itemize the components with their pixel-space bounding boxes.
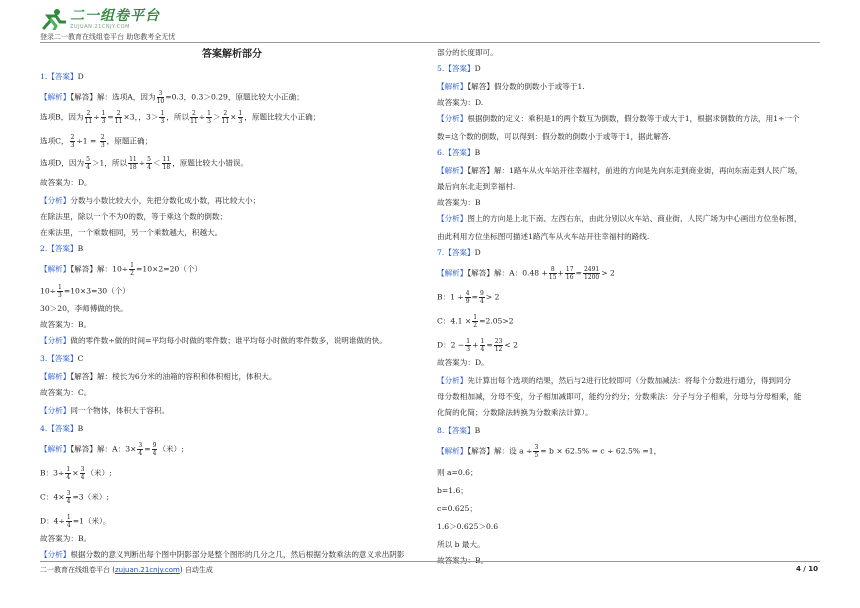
header-divider — [40, 42, 820, 43]
q5-analysis: 【分析】根据倒数的定义：乘积是1的两个数互为倒数，假分数等于或大于1，根据求倒数的方法，用1÷一个 — [437, 114, 800, 123]
header-tagline: 登录二一教育在线组卷平台 助您教考全无忧 — [40, 33, 176, 41]
page-title: 答案解析部分 — [202, 49, 262, 60]
q4-option-d: D：4÷ $\frac{1}{4}$ =1（米）。 — [40, 514, 111, 529]
q2-solution-line: 【解析】【解答】解：10÷ $\frac{1}{2}$ =10×2=20（个） — [40, 262, 203, 277]
q1-analysis: 【分析】分数与小数比较大小，先把分数化成小数，再比较大小； — [40, 196, 261, 205]
q8-solution-line: 【解析】【解答】解：设 a ÷ $\frac{3}{5}$ = b × 62.5% = c ÷ 62.5% =1， — [437, 444, 662, 459]
q4-option-b: B：3÷ $\frac{1}{4}$ × $\frac{3}{4}$ （米）; — [40, 466, 112, 481]
q1-option-c: 选项C， $\frac{2}{3}$ ÷1 = $\frac{2}{3}$ ，原题正确； — [40, 134, 153, 149]
footer-divider — [40, 561, 820, 562]
q6-conclusion: 故答案为：B — [437, 198, 481, 207]
q3-solution-line: 【解析】【解答】解：棱长为6分米的油箱的容积和体积相比，体积大。 — [40, 372, 277, 381]
q1-analysis-2: 在除法里，除以一个不为0的数，等于乘这个数的倒数； — [40, 212, 228, 221]
q6-analysis: 【分析】图上的方向是上北下南、左西右东，由此分别以火车站、商业街、人民广场为中心画出方位坐标图， — [437, 214, 802, 223]
q1-solution-line: 【解析】【解答】解：选项A，因为 $\frac{3}{10}$ =0.3，0.3＞0.29，原题比较大小正确； — [40, 90, 304, 105]
q3-analysis: 【分析】同一个物体，体积大于容积。 — [40, 406, 170, 415]
logo-name: 二一组卷平台 — [70, 7, 160, 24]
q1-option-d: 选项D，因为 $\frac{5}{4}$ ＞1，所以 $\frac{11}{18}$ ÷ $\frac{5}{4}$ ＜ $\frac{11}{18}$ ，原题比较大小错误。 — [40, 156, 249, 171]
q7-solution-line: 【解析】【解答】解：A：0.48 + $\frac{8}{15}$ + $\frac{17}{16}$ = $\frac{2491}{1200}$ > 2 — [437, 266, 615, 281]
q6-answer: 6.【答案】B — [437, 148, 481, 157]
q7-analysis-3: 化简的化简；分数除法转换为分数乘法计算）。 — [437, 408, 593, 417]
q8-conclusion: 故答案为：B。 — [437, 556, 489, 565]
q1-conclusion: 故答案为：D。 — [40, 178, 92, 187]
q7-option-c: C：4.1 × $\frac{1}{2}$ =2.05>2 — [437, 314, 514, 329]
q7-option-b: B：1 ÷ $\frac{4}{9}$ = $\frac{9}{4}$ > 2 — [437, 290, 500, 305]
q7-answer: 7.【答案】D — [437, 248, 481, 257]
platform-logo[interactable] — [40, 8, 160, 30]
q8-result: 所以 b 最大。 — [437, 540, 485, 549]
q3-conclusion: 故答案为：C。 — [40, 388, 92, 397]
q2-analysis: 【分析】做的零件数÷做的时间=平均每小时做的零件数；谁平均每小时做的零件数多，说明谁做的快。 — [40, 336, 387, 345]
q8-answer: 8.【答案】B — [437, 426, 481, 435]
q5-analysis-2: 数=这个数的倒数，可以得到：假分数的倒数小于或等于1，据此解答. — [437, 132, 671, 141]
q7-analysis: 【分析】先计算出每个选项的结果，然后与2进行比较即可（分数加减法：将每个分数进行通分，得到同分 — [437, 376, 792, 385]
q8-comparison: 1.6＞0.625＞0.6 — [437, 522, 499, 531]
q5-solution-line: 【解析】【解答】假分数的倒数小于或等于1. — [437, 82, 585, 91]
page-number: 4 / 10 — [795, 565, 818, 573]
q6-analysis-2: 由此利用方位坐标图可描述1路汽车从火车站开往幸福村的路线. — [437, 232, 650, 241]
q2-line-3: 30＞20，李师傅做的快。 — [40, 304, 128, 313]
footer-source: 二一教育在线组卷平台 (zujuan.21cnjy.com) 自动生成 — [40, 566, 213, 574]
q5-conclusion: 故答案为：D. — [437, 98, 484, 107]
q7-option-d: D：2 − $\frac{1}{3}$ + $\frac{1}{4}$ = $\frac{23}{12}$ < 2 — [437, 338, 518, 353]
q8-line-a: 则 a=0.6； — [437, 468, 478, 477]
q2-answer: 2.【答案】B — [40, 244, 84, 253]
q4-answer: 4.【答案】B — [40, 424, 84, 433]
q1-analysis-3: 在乘法里，一个乘数相同，另一个乘数越大，积越大。 — [40, 228, 223, 237]
footer-link[interactable]: zujuan.21cnjy.com — [114, 566, 180, 574]
q4-conclusion: 故答案为：B。 — [40, 534, 92, 543]
q2-conclusion: 故答案为：B。 — [40, 320, 92, 329]
q4-analysis-cont: 部分的长度即可。 — [437, 48, 498, 57]
q6-line-2: 最后向东北走到幸福村. — [437, 182, 516, 191]
left-column — [40, 46, 424, 559]
logo-url: ZUJUAN.21CNJY.COM — [70, 23, 130, 30]
q5-answer: 5.【答案】D — [437, 64, 481, 73]
q7-conclusion: 故答案为：D。 — [437, 358, 489, 367]
q4-option-c: C：4× $\frac{3}{4}$ =3（米）; — [40, 490, 109, 505]
q1-option-b: 选项B，因为 $\frac{2}{11}$ ÷ $\frac{1}{3}$ = $\frac{2}{11}$ ×3，，3＞ $\frac{1}{3}$ ，所以 $\frac{2}{11}$ ÷ $\frac{1}{3}$ ＞ $\frac{2}{11}$ × $\frac{1}{3}$ ，原题比较大小正确； — [40, 110, 321, 125]
runner-logo-icon — [40, 8, 66, 30]
q7-analysis-2: 母分数相加减，分母不变，分子相加减即可，能约分约分；分数乘法：分子与分子相乘，分母与分母相乘，能 — [437, 392, 802, 401]
q4-solution-line: 【解析】【解答】解：A：3× $\frac{3}{4}$ = $\frac{9}{4}$ （米）; — [40, 442, 184, 457]
q2-line-2: 10÷ $\frac{1}{3}$ =10×3=30（个） — [40, 284, 130, 299]
q6-solution-line: 【解析】【解答】解：1路车从火车站开往幸福村，前进的方向是先向东走到商业街，再向东南走到人民广场， — [437, 166, 803, 175]
q8-line-c: c=0.625； — [437, 504, 477, 513]
q8-line-b: b=1.6； — [437, 486, 468, 495]
q1-answer: 1.【答案】D — [40, 72, 84, 81]
q4-analysis: 【分析】根据分数的意义判断出每个图中阴影部分是整个图形的几分之几，然后根据分数乘法的意义求出阴影 — [40, 550, 405, 559]
q3-answer: 3.【答案】C — [40, 354, 84, 363]
